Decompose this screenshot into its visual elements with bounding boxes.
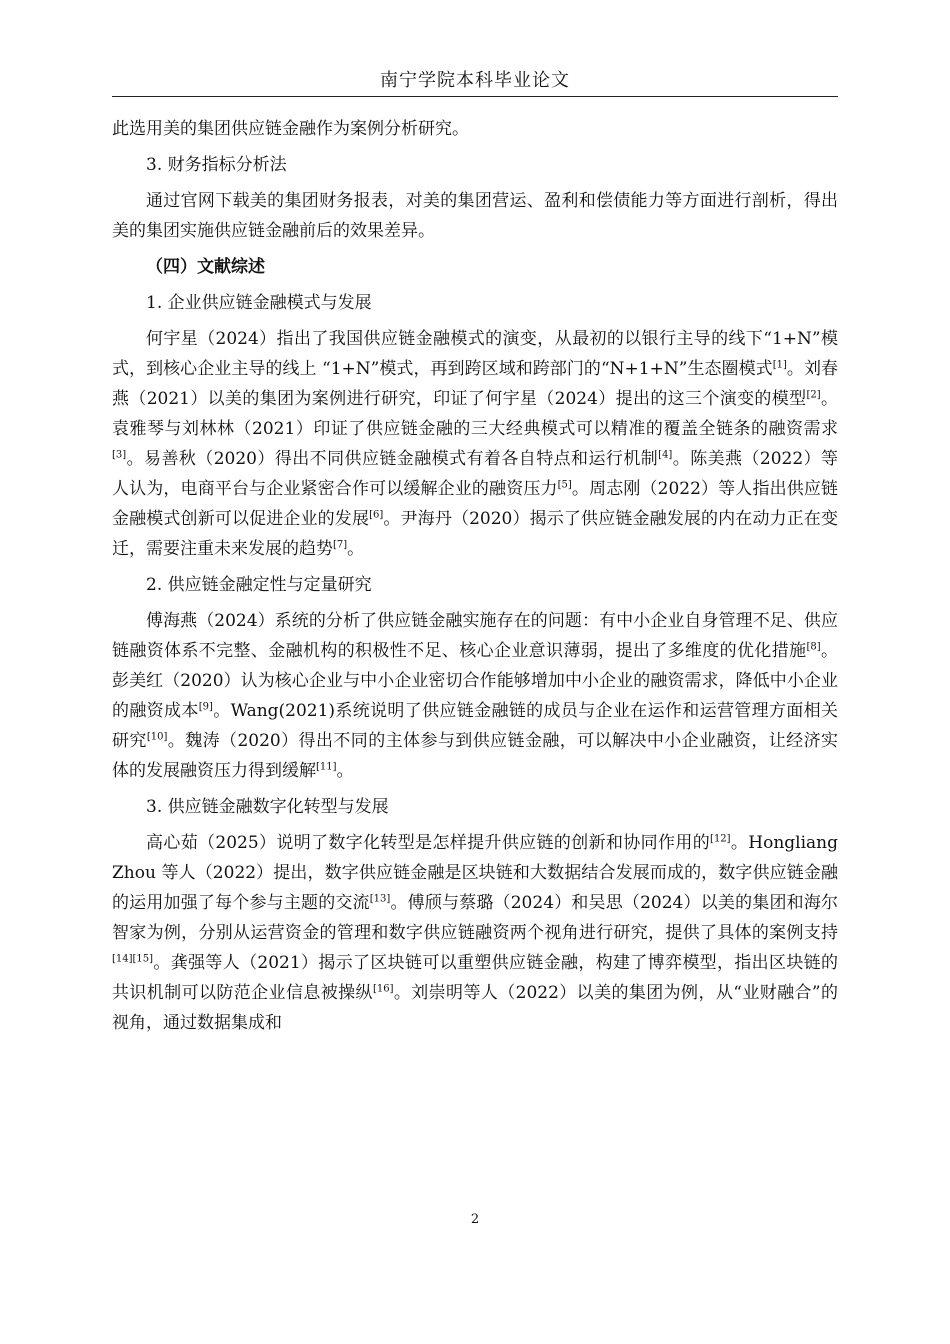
paragraph-text: 。尹海丹（2020）揭示了供应链金融发展的内在动力正在变迁，需要注重未来发展的趋势 — [112, 509, 839, 559]
body-paragraph — [112, 186, 838, 246]
paragraph-text: 。彭美红（2020）认为核心企业与中小企业密切合作能够增加中小企业的融资需求，降低中小企业的融资成本 — [112, 641, 839, 721]
section-heading — [112, 252, 838, 282]
paragraph-text: 。Hongliang Zhou 等人（2022）提出，数字供应链金融是区块链和大数据结合发展而成的，数字供应链金融的运用加强了每个参与主题的交流 — [112, 833, 839, 913]
paragraph-text: 。傅颀与蔡璐（2024）和吴思（2024）以美的集团和海尔智家为例，分别从运营资金的管理和数字供应链融资两个视角进行研究，提供了具体的案例支持 — [112, 893, 839, 943]
citation-reference: [11] — [316, 761, 337, 773]
paragraph-text: 。袁雅琴与刘林林（2021）印证了供应链金融的三大经典模式可以精准的覆盖全链条的融资需求 — [112, 389, 839, 439]
citation-reference: [8] — [806, 641, 821, 653]
body-paragraph — [112, 828, 838, 1038]
paragraph-text: 高心茹（2025）说明了数字化转型是怎样提升供应链的创新和协同作用的 — [146, 833, 711, 853]
paragraph-text: 。刘春燕（2021）以美的集团为案例进行研究，印证了何宇星（2024）提出的这三个演变的模型 — [112, 359, 839, 409]
citation-reference: [13] — [369, 893, 391, 905]
header-divider — [112, 96, 838, 97]
citation-reference: [12] — [710, 833, 731, 845]
citation-reference: [5] — [557, 479, 572, 491]
paragraph-text: 此选用美的集团供应链金融作为案例分析研究。 — [112, 119, 469, 139]
subsection-heading — [112, 792, 838, 822]
body-paragraph — [112, 114, 838, 144]
paragraph-text: 。魏涛（2020）得出不同的主体参与到供应链金融，可以解决中小企业融资，让经济实体的发展融资压力得到缓解 — [112, 731, 839, 781]
citation-reference: [14] — [112, 953, 133, 965]
paragraph-text: 。周志刚（2022）等人指出供应链金融模式创新可以促进企业的发展 — [112, 479, 839, 529]
body-paragraph — [112, 324, 838, 564]
paragraph-text: 1. 企业供应链金融模式与发展 — [146, 293, 372, 313]
paragraph-text: 。易善秋（2020）得出不同供应链金融模式有着各自特点和运行机制 — [126, 449, 659, 469]
paragraph-text: 。Wang(2021)系统说明了供应链金融链的成员与企业在运作和运营管理方面相关研究 — [112, 701, 838, 751]
paragraph-text: 3. 供应链金融数字化转型与发展 — [146, 797, 389, 817]
paragraph-text: 2. 供应链金融定性与定量研究 — [146, 575, 372, 595]
paragraph-text: 何宇星（2024）指出了我国供应链金融模式的演变，从最初的以银行主导的线下“1+N”模式，到核心企业主导的线上 “1+N”模式，再到跨区域和跨部门的“N+1+N”生态圈模式 — [112, 329, 838, 379]
citation-reference: [10] — [146, 731, 168, 743]
citation-reference: [4] — [658, 449, 673, 461]
paragraph-text: 。 — [347, 539, 365, 559]
citation-reference: [9] — [198, 701, 213, 713]
citation-reference: [16] — [372, 983, 394, 995]
paragraph-text: 通过官网下载美的集团财务报表，对美的集团营运、盈利和偿债能力等方面进行剖析，得出美的集团实施供应链金融前后的效果差异。 — [112, 191, 838, 241]
paragraph-text: 。刘崇明等人（2022）以美的集团为例，从“业财融合”的视角，通过数据集成和 — [112, 983, 838, 1033]
paragraph-text: 。陈美燕（2022）等人认为，电商平台与企业紧密合作可以缓解企业的融资压力 — [112, 449, 839, 499]
paragraph-text: （四）文献综述 — [146, 257, 265, 277]
paragraph-text: 。龚强等人（2021）揭示了区块链可以重塑供应链金融，构建了博弈模型，指出区块链的共识机制可以防范企业信息被操纵 — [112, 953, 838, 1003]
citation-reference: [7] — [333, 539, 348, 551]
citation-reference: [1] — [772, 359, 787, 371]
page-header-title: 南宁学院本科毕业论文 — [380, 70, 570, 91]
body-paragraph — [112, 606, 838, 786]
paragraph-text: 。 — [336, 761, 354, 781]
citation-reference: [3] — [112, 449, 127, 461]
citation-reference: [15] — [132, 953, 154, 965]
subsection-heading — [112, 570, 838, 600]
paragraph-text: 3. 财务指标分析法 — [146, 155, 287, 175]
citation-reference: [6] — [369, 509, 384, 521]
subsection-heading — [112, 150, 838, 180]
paragraph-text: 傅海燕（2024）系统的分析了供应链金融实施存在的问题：有中小企业自身管理不足、供应链融资体系不完整、金融机构的积极性不足、核心企业意识薄弱，提出了多维度的优化措施 — [112, 611, 838, 661]
document-body — [112, 114, 838, 1044]
subsection-heading — [112, 288, 838, 318]
citation-reference: [2] — [806, 389, 821, 401]
page-number: 2 — [470, 1212, 480, 1227]
